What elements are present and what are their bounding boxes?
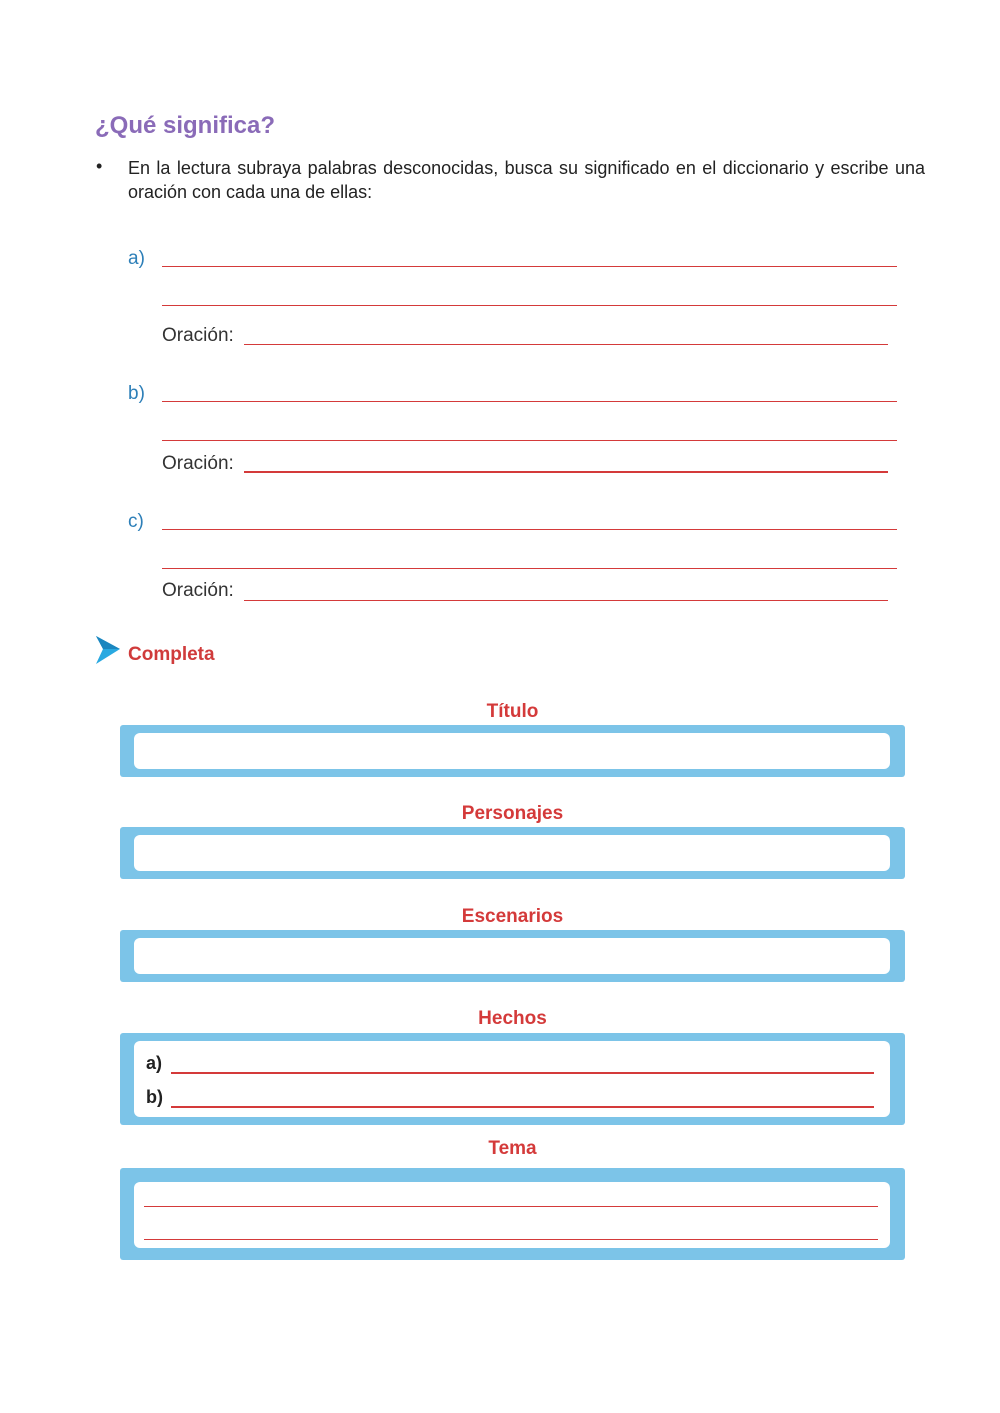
hechos-box [120, 1033, 905, 1125]
tema-box [120, 1168, 905, 1260]
item-b-sentence-label: Oración: [162, 453, 234, 474]
escenarios-input[interactable] [134, 938, 890, 974]
completa-label: Completa [128, 644, 215, 665]
item-c-sentence-line[interactable] [244, 600, 888, 601]
instruction-text: En la lectura subraya palabras desconocidas, busca su significado en el diccionario y escribe una oración con cada una de ellas: [128, 158, 925, 202]
tema-line-1[interactable] [144, 1206, 878, 1207]
escenarios-box [120, 930, 905, 982]
item-a-line-1[interactable] [162, 266, 897, 267]
item-a-line-2[interactable] [162, 305, 897, 306]
tema-line-2[interactable] [144, 1239, 878, 1240]
hechos-item-b-line[interactable] [171, 1106, 874, 1108]
item-a-sentence-label: Oración: [162, 325, 234, 346]
hechos-inner [134, 1041, 890, 1117]
item-a-letter: a) [128, 248, 145, 269]
hechos-heading: Hechos [478, 1008, 547, 1029]
hechos-item-a-label: a) [146, 1053, 163, 1073]
item-b-sentence-line[interactable] [244, 471, 888, 473]
item-c-letter: c) [128, 511, 144, 532]
page-title: ¿Qué significa? [95, 112, 276, 139]
tema-inner [134, 1182, 890, 1248]
hechos-item-b-label: b) [146, 1087, 163, 1107]
arrow-icon [94, 634, 122, 671]
item-b-line-1[interactable] [162, 401, 897, 402]
item-c-line-1[interactable] [162, 529, 897, 530]
titulo-box [120, 725, 905, 777]
titulo-heading: Título [486, 701, 539, 722]
hechos-item-a-line[interactable] [171, 1072, 874, 1074]
item-c-line-2[interactable] [162, 568, 897, 569]
bullet-icon: • [96, 156, 103, 176]
item-b-line-2[interactable] [162, 440, 897, 441]
personajes-box [120, 827, 905, 879]
item-a-sentence-line[interactable] [244, 344, 888, 345]
personajes-input[interactable] [134, 835, 890, 871]
tema-heading: Tema [488, 1138, 537, 1159]
personajes-heading: Personajes [461, 803, 564, 824]
item-c-sentence-label: Oración: [162, 580, 234, 601]
titulo-input[interactable] [134, 733, 890, 769]
item-b-letter: b) [128, 383, 145, 404]
escenarios-heading: Escenarios [461, 906, 564, 927]
